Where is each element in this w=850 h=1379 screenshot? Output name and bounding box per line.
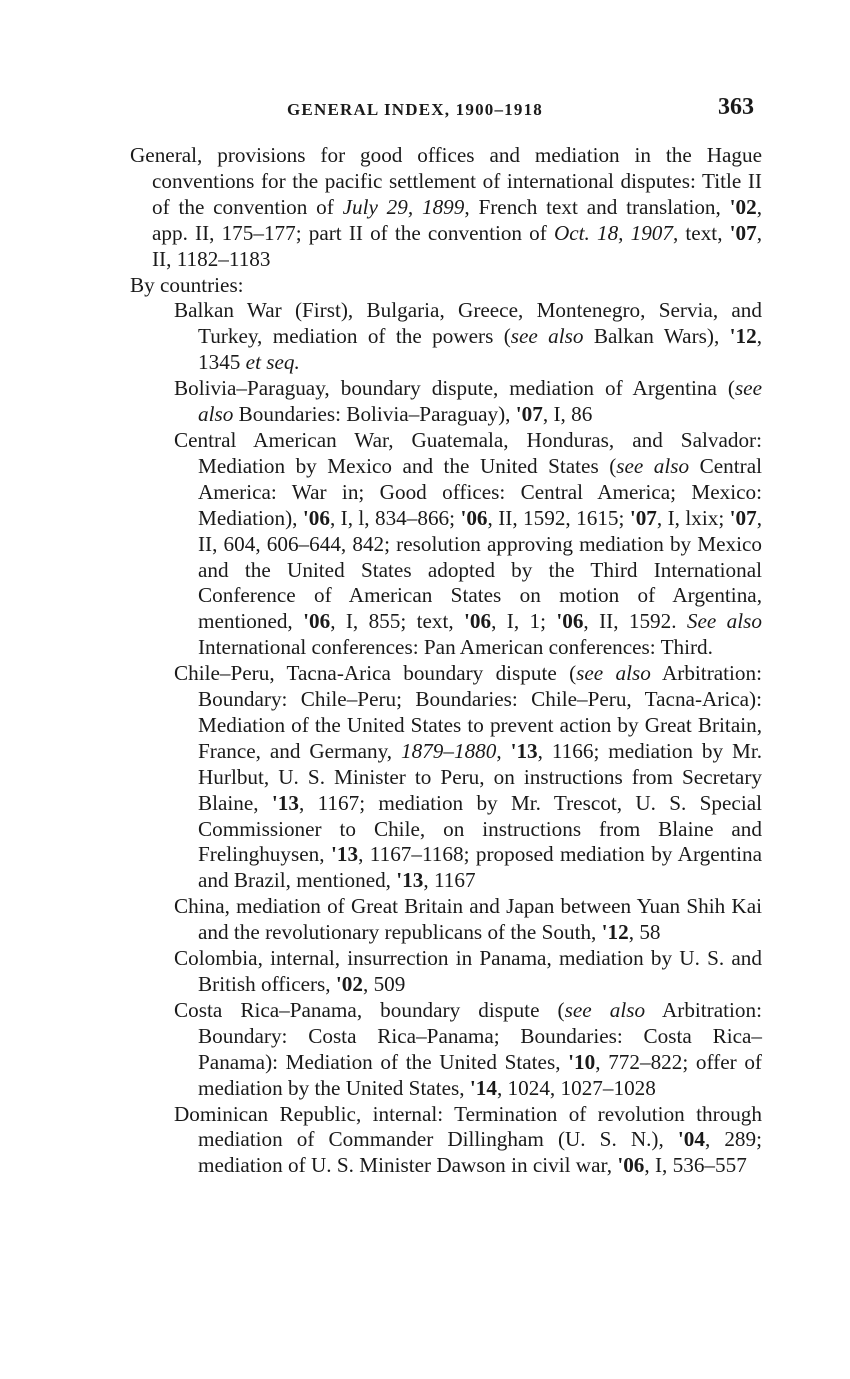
volume-ref: '07 [729, 220, 757, 245]
entry-text: Balkan Wars), [583, 324, 730, 349]
see-also-label: see also [198, 376, 762, 427]
entry-text: Dominican Republic, internal: Termination of revolution through mediation of Commander Dillingham (U. S. N.), [174, 1101, 762, 1152]
et-seq-label: et seq. [245, 350, 300, 375]
index-entry-general [130, 143, 762, 273]
by-countries-heading: By countries: [130, 272, 244, 297]
volume-ref: '12 [601, 920, 629, 945]
see-also-label: See also [686, 609, 762, 634]
entry-text: , 1167–1168; proposed mediation by Argentina and Brazil, mentioned, [198, 842, 762, 893]
entry-text: , II, 1592, 1615; [487, 505, 630, 530]
entry-text: Boundaries: Bolivia–Paraguay), [233, 402, 516, 427]
italic-date: Oct. 18, 1907 [553, 220, 673, 245]
volume-ref: '07 [629, 505, 657, 530]
italic-date: July 29, 1899 [342, 194, 465, 219]
volume-ref: '10 [568, 1049, 596, 1074]
see-also-label: see also [576, 661, 651, 686]
see-also-label: see also [564, 997, 646, 1022]
volume-ref: '06 [556, 609, 584, 634]
entry-text: , 58 [628, 920, 661, 945]
volume-ref: '13 [510, 738, 538, 763]
entry-text: , I, 536–557 [644, 1153, 747, 1178]
entry-text: , I, 1; [491, 609, 557, 634]
entry-text: China, mediation of Great Britain and Japan between Yuan Shih Kai and the revolutionary republicans of the South, [174, 894, 762, 945]
see-also-label: see also [616, 453, 690, 478]
index-entry-chile-peru [130, 661, 762, 894]
entry-text: Balkan War (First), Bulgaria, Greece, Montenegro, Servia, and Turkey, mediation of the powers ( [174, 298, 762, 349]
entry-text: , I, 855; text, [330, 609, 465, 634]
entry-text: International conferences: Pan American conferences: Third. [198, 635, 713, 660]
entry-text: Bolivia–Paraguay, boundary dispute, mediation of Argentina ( [174, 376, 735, 401]
volume-ref: '06 [617, 1153, 645, 1178]
volume-ref: '13 [396, 868, 424, 893]
page-number: 363 [718, 94, 754, 120]
entry-text: , 1345 [198, 324, 762, 375]
index-entry-central-america [130, 428, 762, 661]
volume-ref: '06 [303, 609, 331, 634]
entry-text: , I, 86 [542, 402, 593, 427]
entry-text: General, provisions for good offices and mediation in the Hague conventions for the pacific settlement of international disputes: Title II of the convention of [130, 143, 762, 219]
volume-ref: '06 [460, 505, 488, 530]
index-entry-bolivia [130, 376, 762, 428]
entry-text: , II, 604, 606–644, 842; resolution approving mediation by Mexico and the United States adopted by the Third International Conference of American States on motion of Argentina, mentioned, [198, 505, 762, 634]
entry-text: , 1166; mediation by Mr. Hurlbut, U. S. Minister to Peru, on instructions from Secretary Blaine, [198, 738, 762, 815]
index-entry-china [130, 894, 762, 946]
entry-text: Central American War, Guatemala, Honduras, and Salvador: Mediation by Mexico and the United States ( [174, 427, 762, 478]
index-entry-balkan [130, 298, 762, 376]
entry-text: , French text and translation, [464, 194, 730, 219]
entry-text: , app. II, 175–177; part II of the convention of [152, 194, 763, 245]
volume-ref: '02 [335, 972, 363, 996]
entry-text: , 289; mediation of U. S. Minister Dawson in civil war, [198, 1127, 762, 1178]
entry-text: Colombia, internal, insurrection in Panama, mediation by U. S. and British officers, [174, 946, 762, 996]
volume-ref: '04 [677, 1127, 705, 1152]
volume-ref: '13 [271, 790, 299, 815]
entry-text: , I, lxix; [656, 505, 730, 530]
volume-ref: '14 [469, 1075, 497, 1100]
volume-ref: '07 [729, 505, 757, 530]
entry-text: , [496, 738, 511, 763]
volume-ref: '12 [729, 324, 757, 349]
volume-ref: '13 [330, 842, 359, 867]
entry-text: Arbitration: Boundary: Chile–Peru; Boundaries: Chile–Peru, Tacna-Arica): Mediation of the United States to prevent action by Great Britain, France, and Germany, [198, 661, 762, 763]
volume-ref: '06 [302, 505, 330, 530]
index-entry-dominican-republic [130, 1102, 762, 1180]
entry-text: , 1167; mediation by Mr. Trescot, U. S. Special Commissioner to Chile, on instructions from Blaine and Frelinghuysen, [198, 790, 762, 867]
italic-date: 1879–1880 [401, 738, 497, 763]
entry-text: , II, 1182–1183 [152, 220, 762, 271]
index-entry-costa-rica [130, 998, 762, 1102]
entry-text: , 1024, 1027–1028 [496, 1075, 656, 1100]
entry-text: , text, [672, 220, 730, 245]
see-also-label: see also [510, 324, 584, 349]
entry-text: Central America: War in; Good offices: Central America; Mexico: Mediation), [198, 453, 762, 530]
running-head: GENERAL INDEX, 1900–1918 [287, 100, 543, 119]
index-entry-colombia [130, 946, 762, 998]
entry-text: , I, l, 834–866; [329, 505, 461, 530]
entry-text: , 772–822; offer of mediation by the United States, [198, 1049, 762, 1100]
entry-text: Costa Rica–Panama, boundary dispute ( [174, 997, 565, 1022]
entry-text: , 509 [362, 972, 406, 996]
volume-ref: '07 [515, 402, 543, 427]
volume-ref: '06 [464, 609, 492, 634]
entry-text: , II, 1592. [583, 609, 687, 634]
page-header [0, 94, 850, 124]
entry-text: , 1167 [423, 868, 476, 893]
index-body [130, 143, 762, 1179]
entry-text: Arbitration: Boundary: Costa Rica–Panama; Boundaries: Costa Rica–Panama): Mediation of the United States, [198, 997, 762, 1074]
volume-ref: '02 [729, 194, 757, 219]
entry-text: Chile–Peru, Tacna-Arica boundary dispute ( [174, 661, 577, 686]
